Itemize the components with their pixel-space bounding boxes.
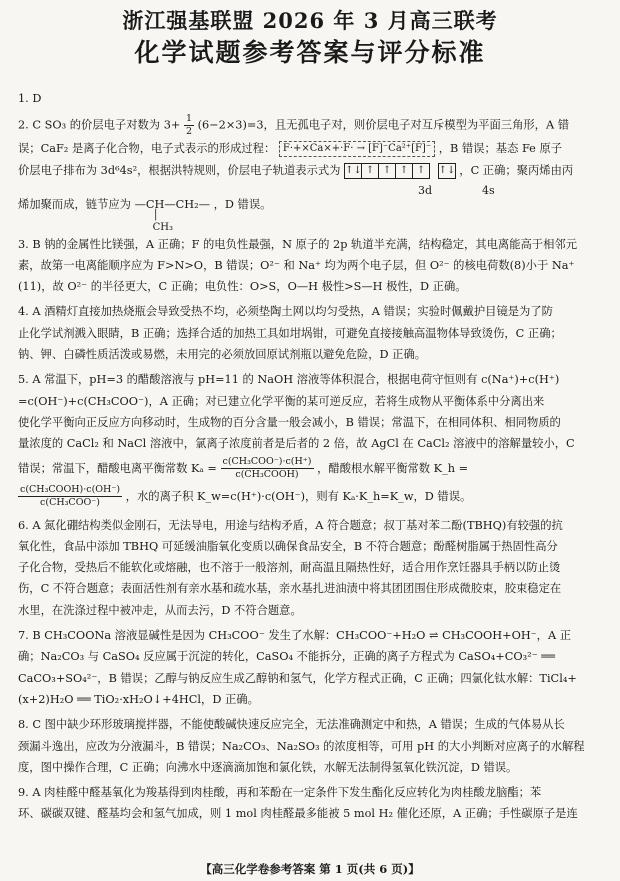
answer-5: 5. A 常温下，pH=3 的醋酸溶液与 pH=11 的 NaOH 溶液等体积混合，根据电荷守恒则有 c(Na⁺)+c(H⁺) =c(OH⁻)+c(CH₃COO⁻)，A 正确；对已建立化学平衡的某可逆反应，若将生成物从平衡体系中分离出来 使化学平衡向正反应方向移动时，生成物的百分含量一般会减小，B 错误；常温下，在相同体积、相同物质的 量浓度的 CaCl₂ 和 NaCl 溶液中，氯离子浓度前者是后者的 2 倍，故 AgCl 在 CaCl₂ 溶液中的溶解量较小，C 错误；常温下，醋酸电离平衡常数 Kₐ = c(CH₃COO⁻)·c(H⁺) c(CH₃COOH) ，醋酸根水解平衡常数 K_h = c(CH₃COOH)·c(OH⁻) c(CH₃COO⁻) ，水的离子积 K_w=c(H⁺)·c(OH⁻)，则有 Kₐ·K_h=K_w，D 错误。 — [18, 373, 575, 509]
answer-2-line: 价层电子排布为 3d⁶4s²，根据洪特规则，价层电子轨道表示式为 ↑↓ ↑ ↑ ↑ ↑ ↑↓ ，C 正确；聚丙烯由丙 3d 4s — [18, 160, 606, 194]
orbital-label-4s: 4s — [482, 183, 495, 194]
answer-body — [18, 88, 606, 825]
answer-2-line: 误；CaF₂ 是离子化合物，电子式表示的形成过程： F·+×Ca×+·F· → [F]⁻Ca²⁺[F]⁻ ，B 错误；基态 Fe 原子 — [18, 142, 563, 156]
orbital-box: ↑↓ — [344, 163, 361, 179]
orbital-box: ↑ — [412, 163, 430, 179]
polymer-repeat-unit: —CH—CH₂— │ CH₃ — [134, 197, 210, 230]
answer-7: 7. B CH₃COONa 溶液显碱性是因为 CH₃COO⁻ 发生了水解：CH₃COO⁻+H₂O ⇌ CH₃COOH+OH⁻，A 正 确；Na₂CO₃ 与 CaSO₄ 反应属于沉淀的转化，CaSO₄ 不能拆分，正确的离子方程式为 CaSO₄+CO₃²⁻ ══ CaCO₃+SO₄²⁻，B 错误；乙醇与钠反应生成乙醇钠和氢气，化学方程式正确，C 正确；四氯化钛水解：TiCl₄+ (x+2)H₂O ══ TiO₂·xH₂O↓+4HCl，D 正确。 — [18, 629, 577, 706]
answer-1: 1. D — [18, 92, 42, 105]
answer-8: 8. C 图中缺少环形玻璃搅拌器，不能使酸碱快速反应完全，无法准确测定中和热，A 错误；生成的气体易从长 颈漏斗逸出，应改为分液漏斗，B 错误；Na₂CO₃、Na₂SO₃ 的浓度相等，可用 pH 的大小判断对应离子的水解程 度，图中操作合理，C 正确；向沸水中逐滴滴加饱和氯化铁，水解无法制得氢氧化铁沉淀，D 错误。 — [18, 718, 585, 774]
answer-key-title: 化学试题参考答案与评分标准 — [134, 38, 486, 67]
electron-dot-formula: F·+×Ca×+·F· → [F]⁻Ca²⁺[F]⁻ — [279, 141, 435, 157]
answer-9: 9. A 肉桂醛中醛基氧化为羧基得到肉桂酸，再和苯酚在一定条件下发生酯化反应转化为肉桂酸龙脑酯；苯 环、碳碳双键、醛基均会和氢气加成，则 1 mol 肉桂醛最多能被 5 mol H₂ 催化还原，A 正确；手性碳原子是连 — [18, 786, 578, 821]
orbital-label-3d: 3d — [418, 183, 433, 194]
answer-4: 4. A 酒精灯直接加热烧瓶会导致受热不均，必须垫陶土网以均匀受热，A 错误；实验时佩戴护目镜是为了防 止化学试剂溅入眼睛，B 正确；选择合适的加热工具如坩埚钳，可避免直接接触高温物体导致烫伤，C 正确； 钠、钾、白磷性质活泼或易燃，未用完的必须放回原试剂瓶以避免危险，D 正确。 — [18, 305, 562, 362]
header — [0, 0, 620, 70]
exam-title: 浙江强基联盟 2026 年 3 月高三联考 — [122, 8, 498, 33]
kh-fraction: c(CH₃COOH)·c(OH⁻) c(CH₃COO⁻) — [20, 484, 121, 509]
orbital-box: ↑ — [395, 163, 412, 179]
answer-2-line: 2. C SO₃ 的价层电子对数为 3+ $\frac{1}{2}$ (6−2×3)=3，且无孤电子对，则价层电子对互斥模型为平面三角形，A 错 — [18, 113, 570, 138]
orbital-3d-boxes — [344, 163, 430, 179]
orbital-box: ↑ — [378, 163, 395, 179]
ka-fraction: c(CH₃COO⁻)·c(H⁺) c(CH₃COOH) — [222, 456, 312, 481]
orbital-box: ↑ — [361, 163, 378, 179]
orbital-box: ↑↓ — [438, 163, 456, 179]
answer-2 — [18, 113, 606, 229]
fraction: $\frac{1}{2}$ — [185, 113, 192, 138]
answer-2-line: 烯加聚而成，链节应为 —CH—CH₂— │ CH₃ ，D 错误。 — [18, 194, 606, 230]
page-footer: 【高三化学卷参考答案 第 1 页(共 6 页)】 — [200, 862, 420, 876]
answer-6: 6. A 氮化硼结构类似金刚石，无法导电，用途与结构矛盾，A 符合题意；叔丁基对苯二酚(TBHQ)有较强的抗 氧化性，食品中添加 TBHQ 可延缓油脂氧化变质以确保食品安全，B 不符合题意；酚醛树脂属于热固性高分 子化合物，受热后不能软化或熔融，也不溶于一般溶剂，耐高温且隔热性好，适合用作烹饪器具手柄以防止烫 伤，C 不符合题意；表面活性剂有亲水基和疏水基，亲水基扎进油渍中将其团团围住形成微胶束，胶束稳定在 水里，在洗涤过程中被冲走，从而去污，D 不符合题意。 — [18, 518, 563, 617]
answer-3: 3. B 钠的金属性比镁强，A 正确；F 的电负性最强，N 原子的 2p 轨道半充满，结构稳定，其电离能高于相邻元 素，故第一电离能顺序应为 F>N>O，B 错误；O²⁻ 和 Na⁺ 均为两个电子层，但 O²⁻ 的核电荷数(8)小于 Na⁺ (11)，故 O²⁻ 的半径更大，C 正确；电负性：O>S，O—H 极性>S—H 极性，D 正确。 — [18, 237, 577, 294]
orbital-4s-box — [438, 163, 456, 179]
